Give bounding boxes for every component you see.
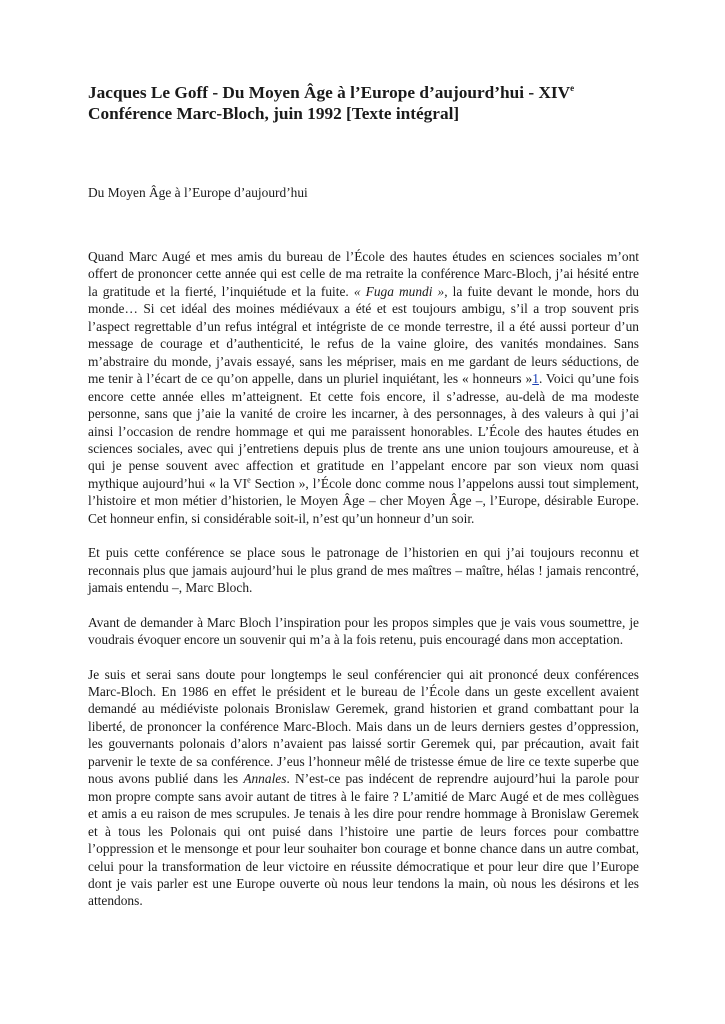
paragraph-1-text-a: Quand Marc Augé et mes amis du bureau de l’École des hautes études en sciences sociales m’ont offert de prononcer cette année qui est celle de ma retraite la conférence Marc-Bloch, j’ai hésité entre la gratitude et la fierté, l’inquiétude et la fuite. [88, 249, 639, 299]
paragraph-4 [88, 666, 639, 910]
title-line-1: Jacques Le Goff - Du Moyen Âge à l’Europe d’aujourd’hui - XIV [88, 83, 571, 102]
paragraph-1-text-f: Section », l’École donc comme nous l’appelons aussi tout simplement, l’histoire et mon métier d’historien, le Moyen Âge – cher Moyen Âge –, l’Europe, désirable Europe. Cet honneur enfin, si considérable soit-il, n’est qu’un honneur d’un soir. [88, 475, 639, 526]
document-page [88, 82, 639, 927]
paragraph-1 [88, 248, 639, 527]
document-title [88, 82, 639, 124]
fuga-mundi-italic: « Fuga mundi » [353, 283, 445, 299]
paragraph-3: Avant de demander à Marc Bloch l’inspiration pour les propos simples que je vais vous soumettre, je voudrais évoquer encore un souvenir qui m’a à la fois retenu, puis encouragé dans mon acceptation. [88, 614, 639, 648]
section-superscript: e [247, 475, 251, 485]
annales-italic: Annales [243, 771, 287, 787]
paragraph-1-text-d: . Voici qu’une fois encore cette année elles m’atteignent. Et cette fois encore, il s’adresse, au-delà de ma modeste personne, sans que j’aie la vanité de croire les incarner, à des personnages, à des valeurs à qui j’ai ainsi l’occasion de rendre hommage et qui me paraissent honorables. L’École des hautes études en sciences sociales, avec qui j’entretiens depuis plus de trente ans une union toujours amoureuse, et à qui je pense souvent avec affection et gratitude en l’appelant encore par son vieux nom quasi mythique aujourd’hui « la VI [88, 371, 639, 491]
paragraph-1-text-c: , la fuite devant le monde, hors du monde… Si cet idéal des moines médiévaux a été et est toujours ambigu, s’il a trop souvent pris l’aspect regrettable d’un refus intégral et intégriste de ce monde terrestre, il a été aussi porteur d’un message de courage et d’authenticité, le refus de la vaine gloire, des vanités mondaines. Sans m’abstraire du monde, j’avais essayé, sans les mépriser, mais en me gardant de leurs séductions, de me tenir à l’écart de ce qu’on appelle, dans un pluriel inquiétant, les « honneurs » [88, 283, 639, 387]
paragraph-4-text-c: . N’est-ce pas indécent de reprendre aujourd’hui la parole pour mon propre compte sans avoir autant de titres à le faire ? L’amitié de Marc Augé et de mes collègues et amis a eu raison de mes scrupules. Je tenais à les dire pour rendre hommage à Bronislaw Geremek et à tous les Polonais qui ont puisé dans l’histoire une partie de leurs forces pour combattre l’oppression et le mensonge et pour leur souhaiter bon courage et bonne chance dans un autre combat, celui pour la transformation de leur victoire en réussite démocratique et pour leur dire que l’Europe dont je vais parler est une Europe ouverte où nous leur tendons la main, où nous les désirons et les attendons. [88, 771, 640, 909]
title-superscript: e [570, 83, 575, 94]
title-line-2: Conférence Marc-Bloch, juin 1992 [Texte intégral] [88, 104, 460, 123]
paragraph-2: Et puis cette conférence se place sous le patronage de l’historien en qui j’ai toujours reconnu et reconnais plus que jamais aujourd’hui le plus grand de mes maîtres – maître, hélas ! jamais rencontré, jamais entendu –, Marc Bloch. [88, 545, 639, 596]
paragraph-4-text-a: Je suis et serai sans doute pour longtemps le seul conférencier qui ait prononcé deux conférences Marc-Bloch. En 1986 en effet le président et le bureau de l’École dans un geste excellent avaient demandé au médiéviste polonais Bronislaw Geremek, grand historien et grand combattant pour la liberté, de prononcer la conférence Marc-Bloch. Mais dans un de leurs derniers gestes d’oppression, les gouvernants polonais d’alors n’avaient pas laissé sortir Geremek qui, par précaution, avait fait parvenir le texte de sa conférence. J’eus l’honneur mêlé de tristesse émue de lire ce texte superbe que nous avons publié dans les [88, 666, 639, 787]
section-subtitle: Du Moyen Âge à l’Europe d’aujourd’hui [88, 185, 308, 200]
document-body [88, 248, 639, 910]
footnote-link-1[interactable]: 1 [532, 371, 539, 387]
